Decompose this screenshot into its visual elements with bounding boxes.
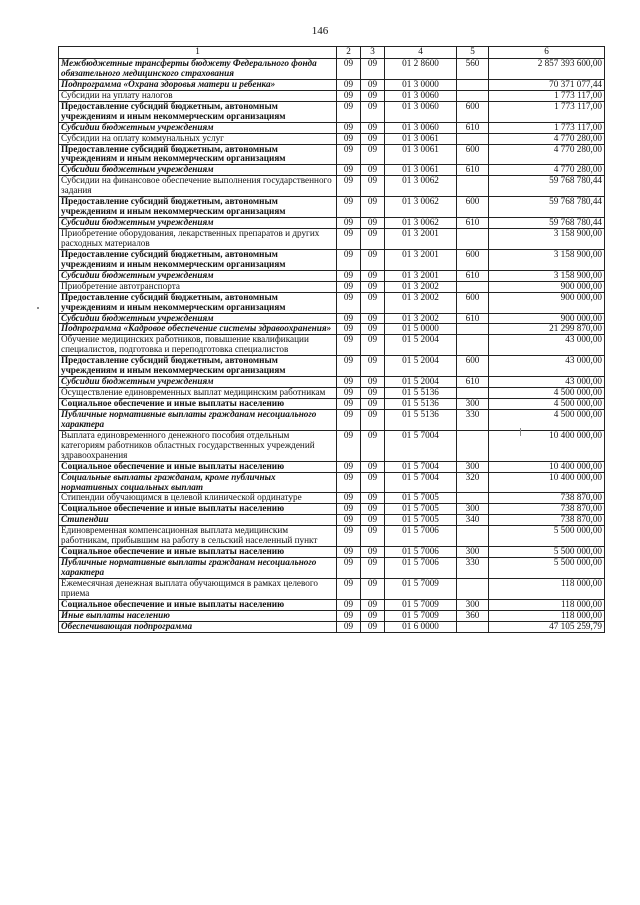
section-cell: 09: [337, 472, 361, 493]
target-article-cell: 01 5 7009: [385, 578, 457, 599]
target-article-cell: 01 5 5136: [385, 399, 457, 410]
subsection-cell: 09: [361, 79, 385, 90]
expense-type-cell: 360: [457, 610, 489, 621]
table-row: [59, 101, 605, 122]
amount-cell: 4 500 000,00: [489, 388, 605, 399]
target-article-cell: 01 3 0060: [385, 101, 457, 122]
expense-type-cell: [457, 493, 489, 504]
target-article-cell: 01 3 0060: [385, 122, 457, 133]
subsection-cell: 09: [361, 335, 385, 356]
target-article-cell: 01 5 7004: [385, 461, 457, 472]
amount-cell: 5 500 000,00: [489, 526, 605, 547]
section-cell: 09: [337, 218, 361, 229]
subsection-cell: 09: [361, 515, 385, 526]
target-article-cell: 01 5 7009: [385, 610, 457, 621]
table-row: [59, 409, 605, 430]
section-cell: 09: [337, 270, 361, 281]
target-article-cell: 01 3 2002: [385, 313, 457, 324]
section-cell: 09: [337, 281, 361, 292]
target-article-cell: 01 5 7006: [385, 558, 457, 579]
amount-cell: 1 773 117,00: [489, 122, 605, 133]
table-row: [59, 621, 605, 632]
section-cell: 09: [337, 377, 361, 388]
subsection-cell: 09: [361, 101, 385, 122]
amount-cell: 4 770 280,00: [489, 165, 605, 176]
subsection-cell: 09: [361, 578, 385, 599]
table-row: [59, 504, 605, 515]
section-cell: 09: [337, 229, 361, 250]
item-name-cell: Предоставление субсидий бюджетным, автономным учреждениям и иным некоммерческим организациям: [59, 197, 337, 218]
amount-cell: 1 773 117,00: [489, 90, 605, 101]
table-body: [59, 59, 605, 633]
subsection-cell: 09: [361, 144, 385, 165]
section-cell: 09: [337, 430, 361, 461]
table-row: [59, 335, 605, 356]
target-article-cell: 01 5 2004: [385, 335, 457, 356]
amount-cell: 4 500 000,00: [489, 409, 605, 430]
expense-type-cell: [457, 133, 489, 144]
expense-type-cell: 340: [457, 515, 489, 526]
item-name-cell: Обучение медицинских работников, повышение квалификации специалистов, подготовка и переподготовка специалистов: [59, 335, 337, 356]
subsection-cell: 09: [361, 229, 385, 250]
item-name-cell: Ежемесячная денежная выплата обучающимся в рамках целевого приема: [59, 578, 337, 599]
expense-type-cell: 560: [457, 59, 489, 80]
section-cell: 09: [337, 122, 361, 133]
amount-cell: 10 400 000,00: [489, 472, 605, 493]
item-name-cell: Социальное обеспечение и иные выплаты населению: [59, 399, 337, 410]
section-cell: 09: [337, 356, 361, 377]
target-article-cell: 01 5 7009: [385, 599, 457, 610]
item-name-cell: Субсидии бюджетным учреждениям: [59, 122, 337, 133]
expense-type-cell: 600: [457, 356, 489, 377]
target-article-cell: 01 5 7006: [385, 547, 457, 558]
subsection-cell: 09: [361, 249, 385, 270]
section-cell: 09: [337, 313, 361, 324]
amount-cell: 70 371 077,44: [489, 79, 605, 90]
subsection-cell: 09: [361, 197, 385, 218]
table-row: [59, 388, 605, 399]
amount-cell: 2 857 393 600,00: [489, 59, 605, 80]
item-name-cell: Социальное обеспечение и иные выплаты населению: [59, 599, 337, 610]
section-cell: 09: [337, 144, 361, 165]
amount-cell: 1 773 117,00: [489, 101, 605, 122]
item-name-cell: Публичные нормативные выплаты гражданам несоциального характера: [59, 409, 337, 430]
table-row: [59, 526, 605, 547]
item-name-cell: Социальное обеспечение и иные выплаты населению: [59, 461, 337, 472]
amount-cell: 900 000,00: [489, 281, 605, 292]
section-cell: 09: [337, 599, 361, 610]
subsection-cell: 09: [361, 176, 385, 197]
item-name-cell: Предоставление субсидий бюджетным, автономным учреждениям и иным некоммерческим организациям: [59, 356, 337, 377]
section-cell: 09: [337, 79, 361, 90]
table-row: [59, 599, 605, 610]
item-name-cell: Субсидии бюджетным учреждениям: [59, 165, 337, 176]
target-article-cell: 01 3 2001: [385, 229, 457, 250]
target-article-cell: 01 5 7005: [385, 493, 457, 504]
target-article-cell: 01 5 2004: [385, 356, 457, 377]
section-cell: 09: [337, 133, 361, 144]
subsection-cell: 09: [361, 133, 385, 144]
amount-cell: 47 105 259,79: [489, 621, 605, 632]
amount-cell: 118 000,00: [489, 610, 605, 621]
subsection-cell: 09: [361, 356, 385, 377]
amount-cell: 900 000,00: [489, 292, 605, 313]
section-cell: 09: [337, 493, 361, 504]
amount-cell: 21 299 870,00: [489, 324, 605, 335]
table-row: [59, 165, 605, 176]
target-article-cell: 01 3 0062: [385, 197, 457, 218]
section-cell: 09: [337, 610, 361, 621]
subsection-cell: 09: [361, 377, 385, 388]
section-cell: 09: [337, 165, 361, 176]
target-article-cell: 01 5 7005: [385, 504, 457, 515]
amount-cell: 43 000,00: [489, 377, 605, 388]
table-row: [59, 610, 605, 621]
amount-cell: 5 500 000,00: [489, 558, 605, 579]
amount-cell: 738 870,00: [489, 504, 605, 515]
section-cell: 09: [337, 324, 361, 335]
expense-type-cell: [457, 324, 489, 335]
page-number: 146: [311, 25, 329, 37]
table-row: [59, 377, 605, 388]
subsection-cell: 09: [361, 388, 385, 399]
amount-cell: 4 500 000,00: [489, 399, 605, 410]
item-name-cell: Субсидии на уплату налогов: [59, 90, 337, 101]
target-article-cell: 01 3 2002: [385, 292, 457, 313]
subsection-cell: 09: [361, 558, 385, 579]
subsection-cell: 09: [361, 610, 385, 621]
subsection-cell: 09: [361, 399, 385, 410]
table-row: [59, 472, 605, 493]
expense-type-cell: 600: [457, 292, 489, 313]
target-article-cell: 01 5 5136: [385, 388, 457, 399]
section-cell: 09: [337, 388, 361, 399]
item-name-cell: Межбюджетные трансферты бюджету Федерального фонда обязательного медицинского страхования: [59, 59, 337, 80]
item-name-cell: Стипендии обучающимся в целевой клинической ординатуре: [59, 493, 337, 504]
subsection-cell: 09: [361, 409, 385, 430]
table-row: [59, 218, 605, 229]
item-name-cell: Субсидии на оплату коммунальных услуг: [59, 133, 337, 144]
table-row: [59, 79, 605, 90]
target-article-cell: 01 5 5136: [385, 409, 457, 430]
section-cell: 09: [337, 249, 361, 270]
subsection-cell: 09: [361, 165, 385, 176]
expense-type-cell: 300: [457, 399, 489, 410]
expense-type-cell: 330: [457, 558, 489, 579]
amount-cell: 59 768 780,44: [489, 218, 605, 229]
table-row: [59, 122, 605, 133]
subsection-cell: 09: [361, 324, 385, 335]
target-article-cell: 01 3 0061: [385, 165, 457, 176]
section-cell: 09: [337, 526, 361, 547]
target-article-cell: 01 5 7005: [385, 515, 457, 526]
table-row: [59, 270, 605, 281]
amount-cell: 59 768 780,44: [489, 176, 605, 197]
item-name-cell: Социальное обеспечение и иные выплаты населению: [59, 547, 337, 558]
section-cell: 09: [337, 90, 361, 101]
subsection-cell: 09: [361, 270, 385, 281]
target-article-cell: 01 3 2002: [385, 281, 457, 292]
amount-cell: 900 000,00: [489, 313, 605, 324]
table-row: [59, 292, 605, 313]
table-row: [59, 249, 605, 270]
subsection-cell: 09: [361, 313, 385, 324]
expense-type-cell: 600: [457, 101, 489, 122]
section-cell: 09: [337, 504, 361, 515]
expense-type-cell: [457, 90, 489, 101]
section-cell: 09: [337, 558, 361, 579]
subsection-cell: 09: [361, 90, 385, 101]
expense-type-cell: 610: [457, 165, 489, 176]
section-cell: 09: [337, 101, 361, 122]
item-name-cell: Стипендии: [59, 515, 337, 526]
amount-cell: 4 770 280,00: [489, 144, 605, 165]
table-row: [59, 229, 605, 250]
expense-type-cell: [457, 79, 489, 90]
table-row: [59, 197, 605, 218]
subsection-cell: 09: [361, 430, 385, 461]
expense-type-cell: 300: [457, 599, 489, 610]
table-row: [59, 59, 605, 80]
subsection-cell: 09: [361, 122, 385, 133]
column-header: 3: [361, 47, 385, 59]
table-row: [59, 324, 605, 335]
section-cell: 09: [337, 399, 361, 410]
table-row: [59, 144, 605, 165]
target-article-cell: 01 3 2001: [385, 270, 457, 281]
expense-type-cell: [457, 578, 489, 599]
amount-cell: 118 000,00: [489, 599, 605, 610]
item-name-cell: Предоставление субсидий бюджетным, автономным учреждениям и иным некоммерческим организациям: [59, 249, 337, 270]
amount-cell: 738 870,00: [489, 493, 605, 504]
section-cell: 09: [337, 292, 361, 313]
expense-type-cell: [457, 176, 489, 197]
expense-type-cell: 330: [457, 409, 489, 430]
table-row: [59, 133, 605, 144]
target-article-cell: 01 3 0062: [385, 218, 457, 229]
expense-type-cell: 610: [457, 313, 489, 324]
item-name-cell: Субсидии бюджетным учреждениям: [59, 218, 337, 229]
section-cell: 09: [337, 621, 361, 632]
budget-table: [58, 46, 605, 633]
expense-type-cell: 610: [457, 270, 489, 281]
item-name-cell: Иные выплаты населению: [59, 610, 337, 621]
expense-type-cell: [457, 281, 489, 292]
expense-type-cell: 300: [457, 547, 489, 558]
target-article-cell: 01 3 2001: [385, 249, 457, 270]
item-name-cell: Единовременная компенсационная выплата медицинским работникам, прибывшим на работу в сельский населенный пункт: [59, 526, 337, 547]
table-row: [59, 281, 605, 292]
item-name-cell: Предоставление субсидий бюджетным, автономным учреждениям и иным некоммерческим организациям: [59, 144, 337, 165]
section-cell: 09: [337, 59, 361, 80]
expense-type-cell: [457, 526, 489, 547]
expense-type-cell: 600: [457, 249, 489, 270]
expense-type-cell: [457, 621, 489, 632]
table-row: [59, 430, 605, 461]
column-header: 1: [59, 47, 337, 59]
amount-cell: 3 158 900,00: [489, 229, 605, 250]
expense-type-cell: 300: [457, 504, 489, 515]
section-cell: 09: [337, 197, 361, 218]
item-name-cell: Подпрограмма «Кадровое обеспечение системы здравоохранения»: [59, 324, 337, 335]
scan-dot: [37, 307, 39, 309]
subsection-cell: 09: [361, 218, 385, 229]
target-article-cell: 01 3 0061: [385, 133, 457, 144]
subsection-cell: 09: [361, 472, 385, 493]
table-row: [59, 461, 605, 472]
amount-cell: 10 400 000,00: [489, 461, 605, 472]
subsection-cell: 09: [361, 493, 385, 504]
target-article-cell: 01 5 0000: [385, 324, 457, 335]
amount-cell: 3 158 900,00: [489, 270, 605, 281]
expense-type-cell: 600: [457, 197, 489, 218]
target-article-cell: 01 6 0000: [385, 621, 457, 632]
amount-cell: 43 000,00: [489, 335, 605, 356]
section-cell: 09: [337, 515, 361, 526]
amount-cell: 43 000,00: [489, 356, 605, 377]
item-name-cell: Обеспечивающая подпрограмма: [59, 621, 337, 632]
expense-type-cell: [457, 388, 489, 399]
expense-type-cell: [457, 430, 489, 461]
scan-mark: [520, 428, 521, 436]
expense-type-cell: 300: [457, 461, 489, 472]
table-row: [59, 515, 605, 526]
section-cell: 09: [337, 461, 361, 472]
subsection-cell: 09: [361, 504, 385, 515]
item-name-cell: Субсидии бюджетным учреждениям: [59, 270, 337, 281]
item-name-cell: Приобретение автотранспорта: [59, 281, 337, 292]
table-header-row: [59, 47, 605, 59]
target-article-cell: 01 3 0062: [385, 176, 457, 197]
target-article-cell: 01 5 7006: [385, 526, 457, 547]
item-name-cell: Субсидии на финансовое обеспечение выполнения государственного задания: [59, 176, 337, 197]
expense-type-cell: 610: [457, 377, 489, 388]
table-row: [59, 90, 605, 101]
section-cell: 09: [337, 409, 361, 430]
table-row: [59, 578, 605, 599]
item-name-cell: Приобретение оборудования, лекарственных препаратов и других расходных материалов: [59, 229, 337, 250]
column-header: 2: [337, 47, 361, 59]
amount-cell: 118 000,00: [489, 578, 605, 599]
section-cell: 09: [337, 335, 361, 356]
column-header: 6: [489, 47, 605, 59]
amount-cell: 4 770 280,00: [489, 133, 605, 144]
target-article-cell: 01 5 7004: [385, 430, 457, 461]
item-name-cell: Публичные нормативные выплаты гражданам несоциального характера: [59, 558, 337, 579]
target-article-cell: 01 5 2004: [385, 377, 457, 388]
amount-cell: 3 158 900,00: [489, 249, 605, 270]
item-name-cell: Социальное обеспечение и иные выплаты населению: [59, 504, 337, 515]
expense-type-cell: [457, 229, 489, 250]
subsection-cell: 09: [361, 461, 385, 472]
item-name-cell: Предоставление субсидий бюджетным, автономным учреждениям и иным некоммерческим организациям: [59, 101, 337, 122]
subsection-cell: 09: [361, 547, 385, 558]
expense-type-cell: 600: [457, 144, 489, 165]
subsection-cell: 09: [361, 526, 385, 547]
target-article-cell: 01 5 7004: [385, 472, 457, 493]
table-row: [59, 176, 605, 197]
expense-type-cell: 610: [457, 122, 489, 133]
item-name-cell: Осуществление единовременных выплат медицинским работникам: [59, 388, 337, 399]
item-name-cell: Предоставление субсидий бюджетным, автономным учреждениям и иным некоммерческим организациям: [59, 292, 337, 313]
amount-cell: 5 500 000,00: [489, 547, 605, 558]
target-article-cell: 01 3 0000: [385, 79, 457, 90]
target-article-cell: 01 3 0060: [385, 90, 457, 101]
amount-cell: 738 870,00: [489, 515, 605, 526]
table-row: [59, 356, 605, 377]
item-name-cell: Подпрограмма «Охрана здоровья матери и ребенка»: [59, 79, 337, 90]
subsection-cell: 09: [361, 59, 385, 80]
table-row: [59, 558, 605, 579]
expense-type-cell: [457, 335, 489, 356]
table-row: [59, 399, 605, 410]
target-article-cell: 01 2 8600: [385, 59, 457, 80]
table-row: [59, 493, 605, 504]
item-name-cell: Субсидии бюджетным учреждениям: [59, 377, 337, 388]
column-header: 5: [457, 47, 489, 59]
section-cell: 09: [337, 176, 361, 197]
subsection-cell: 09: [361, 281, 385, 292]
subsection-cell: 09: [361, 621, 385, 632]
section-cell: 09: [337, 578, 361, 599]
expense-type-cell: 320: [457, 472, 489, 493]
amount-cell: 59 768 780,44: [489, 197, 605, 218]
table-row: [59, 313, 605, 324]
table-row: [59, 547, 605, 558]
expense-type-cell: 610: [457, 218, 489, 229]
column-header: 4: [385, 47, 457, 59]
item-name-cell: Субсидии бюджетным учреждениям: [59, 313, 337, 324]
item-name-cell: Социальные выплаты гражданам, кроме публичных нормативных социальных выплат: [59, 472, 337, 493]
item-name-cell: Выплата единовременного денежного пособия отдельным категориям работников областных государственных учреждений здравоохранения: [59, 430, 337, 461]
section-cell: 09: [337, 547, 361, 558]
target-article-cell: 01 3 0061: [385, 144, 457, 165]
subsection-cell: 09: [361, 599, 385, 610]
amount-cell: 10 400 000,00: [489, 430, 605, 461]
subsection-cell: 09: [361, 292, 385, 313]
